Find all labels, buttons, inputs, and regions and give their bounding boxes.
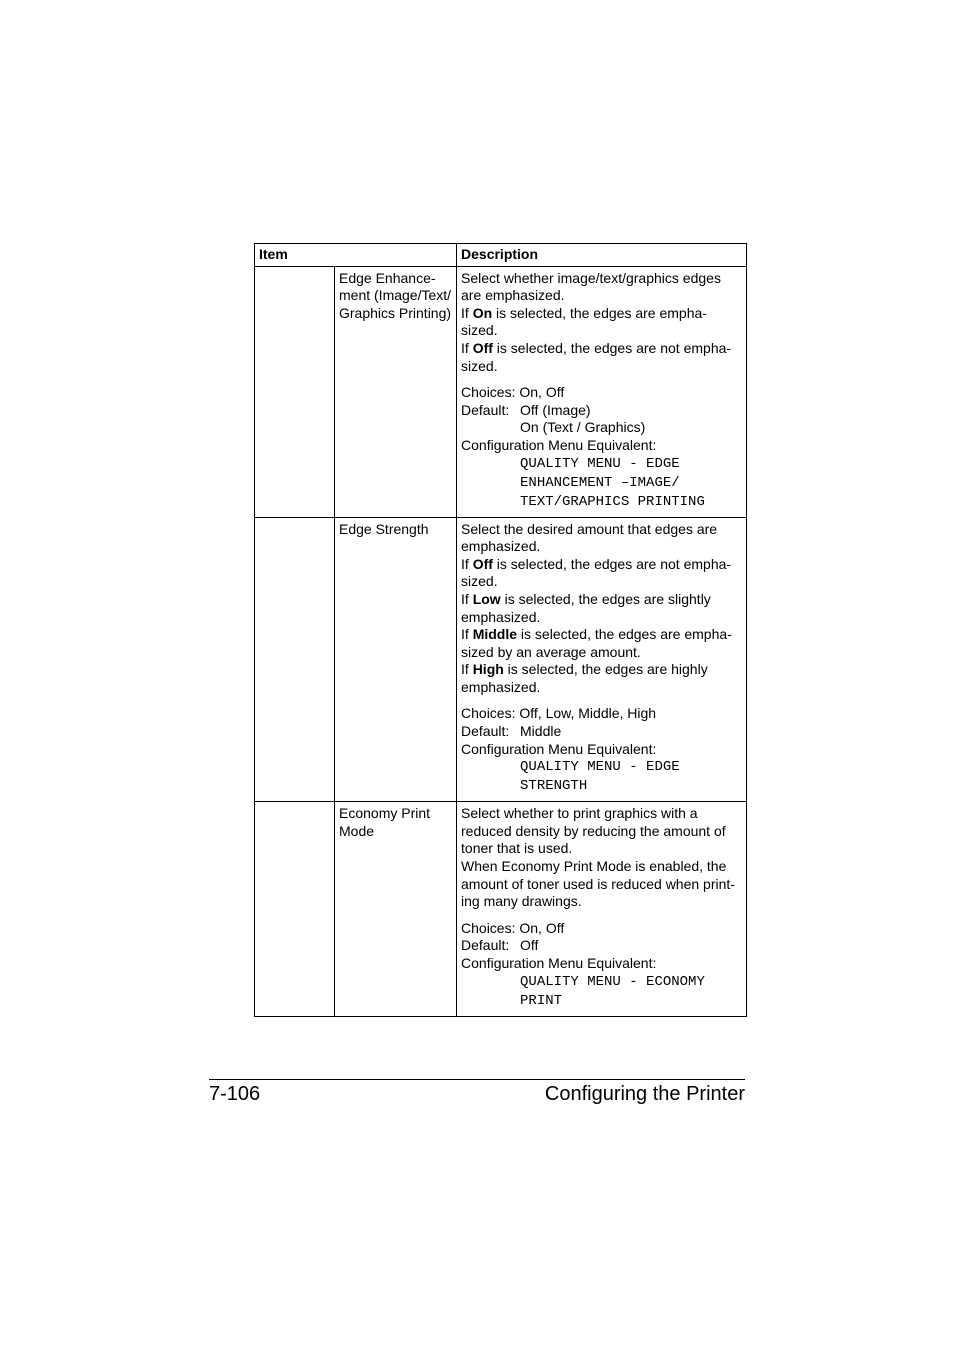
description-paragraph: [461, 805, 742, 858]
blank-parent-cell: [255, 517, 335, 802]
choices-line: Choices: Off, Low, Middle, High: [461, 705, 657, 722]
description-paragraph: [461, 556, 742, 591]
description-cell: [457, 517, 747, 802]
description-paragraph: [461, 270, 742, 305]
default-label: Default:: [461, 937, 510, 954]
table-row: [255, 266, 747, 517]
paragraph-text: is selected, the edges are slightly emphasized.: [461, 590, 711, 625]
default-value: Off: [520, 937, 539, 954]
paragraph-text: If: [461, 626, 473, 643]
paragraph-text: Select the desired amount that edges are emphasized.: [461, 520, 718, 555]
config-menu-path: QUALITY MENU - EDGE: [520, 759, 680, 776]
default-line: [461, 937, 742, 955]
item-label-line: Edge Strength: [339, 520, 429, 537]
item-label-line: Mode: [339, 822, 375, 839]
config-menu-path: QUALITY MENU - ECONOMY: [520, 973, 705, 990]
choices-line: Choices: On, Off: [461, 919, 565, 936]
option-name: Low: [472, 590, 501, 607]
default-line: [461, 402, 742, 420]
footer-rule: [209, 1079, 745, 1080]
table-row: [255, 802, 747, 1016]
option-name: On: [472, 304, 493, 321]
item-label-line: Economy Print: [339, 805, 431, 822]
option-name: Off: [472, 555, 493, 572]
paragraph-text: If: [461, 590, 473, 607]
choices-line: Choices: On, Off: [461, 384, 565, 401]
option-name: Middle: [472, 626, 518, 643]
config-label: Configuration Menu Equivalent:: [461, 955, 657, 971]
default-value: Middle: [520, 723, 562, 740]
description-paragraph: [461, 521, 742, 556]
table-header-row: [255, 244, 747, 267]
paragraph-text: If: [461, 304, 473, 321]
settings-block: [461, 705, 742, 796]
paragraph-text: is selected, the edges are empha-sized.: [461, 304, 707, 339]
item-label-line: Graphics Printing): [339, 304, 452, 321]
config-menu-path: TEXT/GRAPHICS PRINTING: [520, 493, 705, 510]
config-menu-path: STRENGTH: [520, 778, 588, 795]
option-name: High: [472, 661, 504, 678]
settings-table: [254, 243, 747, 1017]
paragraph-text: Select whether to print graphics with a reduced density by reducing the amount of toner that is used.: [461, 805, 726, 857]
default-label: Default:: [461, 401, 510, 418]
paragraph-text: If: [461, 555, 473, 572]
item-label-line: Edge Enhance-: [339, 269, 436, 286]
description-cell: [457, 802, 747, 1016]
description-paragraph: [461, 858, 742, 911]
table-row: [255, 517, 747, 802]
paragraph-text: Select whether image/text/graphics edges are emphasized.: [461, 269, 721, 304]
paragraph-text: If: [461, 661, 473, 678]
config-menu-path: QUALITY MENU - EDGE: [520, 455, 680, 472]
description-paragraph: [461, 661, 742, 696]
paragraph-text: is selected, the edges are not empha-sized.: [461, 555, 732, 590]
paragraph-text: If: [461, 339, 473, 356]
settings-block: [461, 384, 742, 511]
header-item: Item: [255, 244, 457, 267]
item-cell: [335, 802, 457, 1016]
paragraph-text: When Economy Print Mode is enabled, the amount of toner used is reduced when print-ing many drawings.: [461, 858, 735, 910]
description-paragraph: [461, 626, 742, 661]
blank-parent-cell: [255, 802, 335, 1016]
default-value: Off (Image): [520, 401, 591, 418]
description-paragraph: [461, 305, 742, 340]
config-label: Configuration Menu Equivalent:: [461, 740, 657, 757]
description-cell: [457, 266, 747, 517]
blank-parent-cell: [255, 266, 335, 517]
config-label: Configuration Menu Equivalent:: [461, 436, 657, 453]
paragraph-text: is selected, the edges are empha-sized by an average amount.: [461, 626, 732, 660]
default-line: [461, 723, 742, 741]
paragraph-text: is selected, the edges are highly emphasized.: [461, 661, 708, 695]
description-paragraph: [461, 340, 742, 375]
default-value: On (Text / Graphics): [520, 419, 646, 436]
description-paragraph: [461, 591, 742, 626]
header-description: Description: [457, 244, 747, 267]
default-line: [461, 419, 742, 437]
settings-block: [461, 920, 742, 1011]
page-number: 7-106: [209, 1083, 261, 1105]
config-menu-path: PRINT: [520, 992, 563, 1009]
item-cell: [335, 517, 457, 802]
item-label-line: ment (Image/Text/: [339, 287, 452, 304]
option-name: Off: [472, 339, 493, 356]
config-menu-path: ENHANCEMENT –IMAGE/: [520, 474, 680, 491]
default-label: Default:: [461, 723, 510, 740]
item-cell: [335, 266, 457, 517]
paragraph-text: is selected, the edges are not empha-sized.: [461, 339, 732, 374]
chapter-title: Configuring the Printer: [544, 1083, 745, 1105]
